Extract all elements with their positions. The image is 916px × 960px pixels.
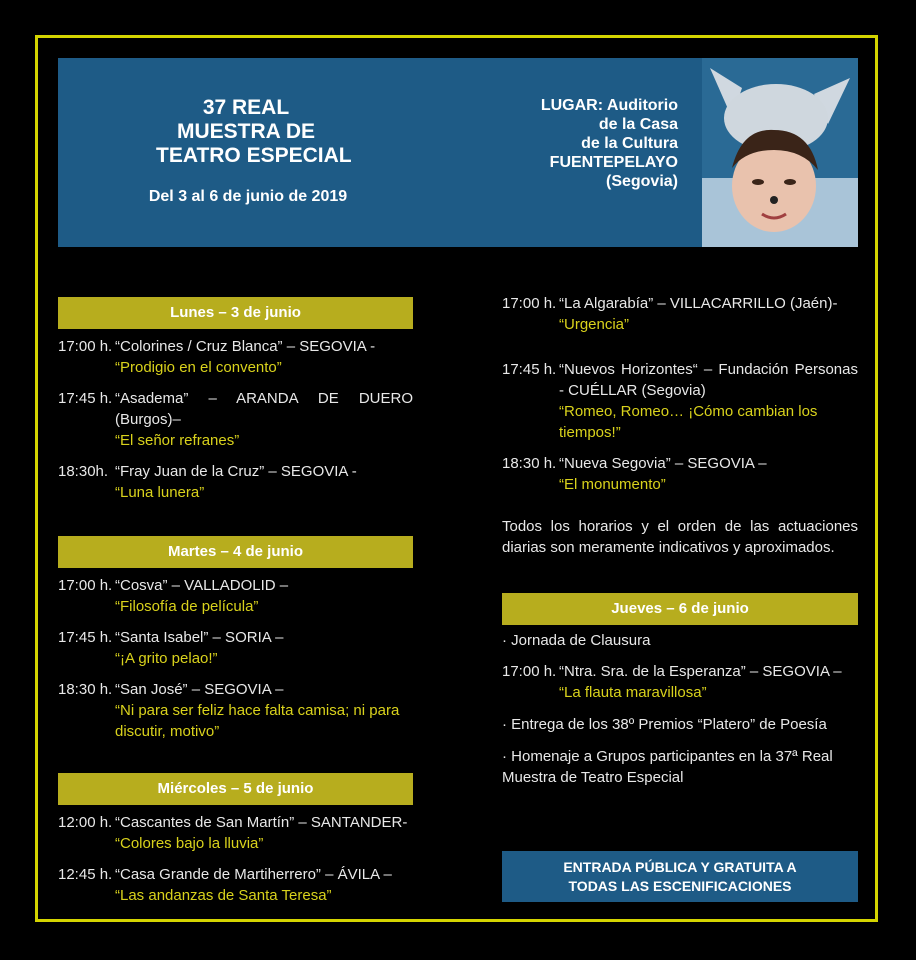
- entry-time: 17:00 h.: [502, 295, 557, 312]
- entry-group: “Nueva Segovia” – SEGOVIA –: [559, 455, 767, 472]
- schedule-note: Todos los horarios y el orden de las actuaciones diarias son meramente indicativos y aproximados.: [502, 518, 858, 556]
- place-line: de la Casa: [598, 116, 678, 133]
- schedule-entry: [58, 575, 413, 617]
- entry-play: “Colores bajo la lluvia”: [115, 835, 264, 852]
- premios-item: · Entrega de los 38º Premios “Platero” de Poesía: [502, 716, 827, 733]
- entry-play: “El monumento”: [559, 476, 666, 493]
- entry-group: “Nuevos Horizontes“ – Fundación Personas - CUÉLLAR (Segovia): [559, 361, 858, 399]
- day-header-martes: Martes – 4 de junio: [58, 536, 413, 568]
- actress-photo: [702, 58, 858, 247]
- schedule-entry: [58, 336, 413, 378]
- entry-group: “Casa Grande de Martiherrero” – ÁVILA –: [115, 866, 392, 883]
- schedule-entry: [502, 453, 858, 495]
- homenaje-item: · Homenaje a Grupos participantes en la 37ª Real Muestra de Teatro Especial: [502, 748, 833, 786]
- place-line: LUGAR: Auditorio: [540, 97, 678, 114]
- entry-group: “San José” – SEGOVIA –: [115, 681, 284, 698]
- entry-time: 17:00 h.: [502, 663, 557, 680]
- entry-time: 18:30h.: [58, 463, 109, 480]
- entry-group: “Ntra. Sra. de la Esperanza” – SEGOVIA –: [559, 663, 842, 680]
- entry-time: 17:00 h.: [58, 577, 113, 594]
- event-place: [498, 96, 678, 191]
- schedule-left-column: [58, 297, 413, 906]
- schedule-right-column: [502, 293, 858, 788]
- entry-time: 17:45 h.: [58, 629, 113, 646]
- place-line: de la Cultura: [581, 135, 678, 152]
- entry-group: “Colorines / Cruz Blanca” – SEGOVIA -: [115, 338, 376, 355]
- clausura-item: · Jornada de Clausura: [502, 632, 651, 649]
- entry-group: “Cascantes de San Martín” – SANTANDER-: [115, 814, 408, 831]
- title-line: 37 REAL: [202, 96, 290, 119]
- day-header-miercoles: Miércoles – 5 de junio: [58, 773, 413, 805]
- entry-play: “El señor refranes”: [115, 432, 240, 449]
- title-line: MUESTRA DE: [176, 120, 316, 143]
- title-line: TEATRO ESPECIAL: [156, 144, 352, 167]
- schedule-entry: [502, 293, 858, 335]
- entry-time: 17:45 h.: [502, 361, 557, 378]
- entry-time: 12:45 h.: [58, 866, 113, 883]
- schedule-entry: [58, 461, 413, 503]
- schedule-entry: [502, 359, 858, 443]
- schedule-entry: [502, 661, 858, 703]
- entry-time: 12:00 h.: [58, 814, 113, 831]
- entry-play: “Las andanzas de Santa Teresa”: [115, 887, 332, 904]
- entry-group: “Asadema” – ARANDA DE DUERO (Burgos)–: [115, 390, 413, 428]
- entry-play: “Ni para ser feliz hace falta camisa; ni para discutir, motivo”: [115, 702, 400, 740]
- schedule-entry: [58, 388, 413, 451]
- free-entry-line: TODAS LAS ESCENIFICACIONES: [568, 878, 792, 894]
- place-line: (Segovia): [605, 173, 678, 190]
- entry-play: “Luna lunera”: [115, 484, 205, 501]
- entry-group: “La Algarabía” – VILLACARRILLO (Jaén)-: [559, 295, 838, 312]
- entry-group: “Santa Isabel” – SORIA –: [115, 629, 284, 646]
- entry-group: “Fray Juan de la Cruz” – SEGOVIA -: [115, 463, 357, 480]
- schedule-entry: [58, 864, 413, 906]
- day-header-lunes: Lunes – 3 de junio: [58, 297, 413, 329]
- schedule-entry: [58, 627, 413, 669]
- free-entry-banner: [502, 851, 858, 902]
- entry-play: “Urgencia”: [559, 316, 630, 333]
- entry-play: “Prodigio en el convento”: [115, 359, 282, 376]
- entry-play: “La flauta maravillosa”: [559, 684, 707, 701]
- entry-time: 17:00 h.: [58, 338, 113, 355]
- schedule-entry: [58, 679, 413, 742]
- header-banner: [58, 58, 858, 247]
- entry-play: “Romeo, Romeo… ¡Cómo cambian los tiempos!”: [559, 403, 818, 441]
- entry-play: “¡A grito pelao!”: [115, 650, 218, 667]
- place-line: FUENTEPELAYO: [549, 154, 678, 171]
- event-dates: Del 3 al 6 de junio de 2019: [148, 188, 348, 205]
- event-title: [156, 96, 352, 168]
- schedule-entry: [58, 812, 413, 854]
- entry-group: “Cosva” – VALLADOLID –: [115, 577, 289, 594]
- entry-time: 17:45 h.: [58, 390, 113, 407]
- entry-play: “Filosofía de película”: [115, 598, 259, 615]
- entry-time: 18:30 h.: [502, 455, 557, 472]
- entry-time: 18:30 h.: [58, 681, 113, 698]
- day-header-jueves: Jueves – 6 de junio: [502, 593, 858, 625]
- free-entry-line: ENTRADA PÚBLICA Y GRATUITA A: [563, 859, 797, 875]
